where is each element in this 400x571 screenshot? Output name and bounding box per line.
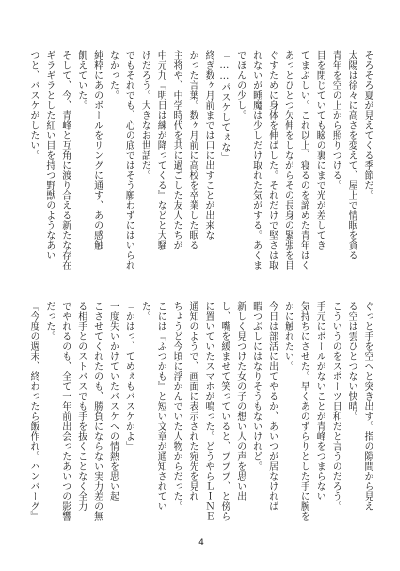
text-column: でほんの少し。 [234, 50, 246, 120]
text-column: た。 [139, 301, 151, 321]
text-column: 通知のようで、画面に表示された宛先を見れ [187, 301, 199, 501]
text-column: だった。 [43, 301, 55, 341]
text-column: 主将や、中学時代を共に過ごした友人たちが [171, 50, 183, 250]
text-column: げだろう。大きなお世話だ。 [139, 50, 151, 180]
text-column: なかった。 [107, 50, 119, 100]
text-column: 「かはっ、てめぇもバスケかよ」 [123, 301, 135, 451]
text-column: 中元九『明日は練が降ってくる』などと大騒 [155, 50, 167, 250]
text-column: 「……パスケしてぇな」 [218, 50, 230, 162]
text-column: こういうのをスポーツ日和だと言うのだろう。 [330, 301, 342, 511]
text-column: ギラギラとした紅い目を持つ野獣のようなあい [43, 50, 55, 260]
text-column: あっとひとつ欠伸をしながらその長身の緊張を目 [282, 50, 294, 270]
text-column: でやれるのも、全て一年前出会ったあいつの影響 [59, 301, 71, 521]
text-column: 青年を空の上から照りつける。 [330, 50, 342, 190]
text-column: つと、バスケがしたい。 [28, 50, 39, 160]
text-column: てまぶしい。これ以上、寝るのを諦めた青年はく [298, 50, 310, 270]
text-column: 新しく見つけた女の子の想い人の声を思い出 [234, 301, 246, 501]
text-column: に置いていたスマホが鳴った。どうやらＬＩＮＥ [202, 301, 214, 521]
text-column: 目を閉じていても瞼の裏にまで光が差してき [314, 50, 326, 250]
text-column: そして、今、青峰と互角に渡り合える新たな存在 [59, 50, 71, 270]
text-column: し、嘴を緩ませて笑っていると、ブブブ、と傍ら [218, 301, 230, 521]
text-column: ちょうど今頃に浮かんでいた人物からだった。 [171, 301, 183, 511]
upper-text-block [27, 50, 373, 270]
text-column: かに触れたい。 [282, 301, 294, 371]
text-column: 手元にボールがないことが青峰をつまらない [314, 301, 326, 501]
text-column: かった言葉。数ヶ月前に高校を卒業した眠る [187, 50, 199, 250]
text-column: 一度失いかけていたバスケへの情熱を思い起 [107, 301, 119, 501]
text-column: ぐすために身体を伸ばした。それだけで堅さは取 [266, 50, 278, 270]
text-column: 気持ちにさせた。早くあのずらりとした手に腕を [298, 301, 310, 521]
text-column: そろそろ夏が見えてくる季節だ。 [362, 50, 373, 200]
text-column: でもそれでも、心の底ではそう願わずにはいられ [123, 50, 135, 270]
text-column: ぐっと手を空へと突き出す。指の隙間から見え [362, 301, 373, 511]
text-column: 太陽は徐々に高さを変えて、屋上で情眠を貪る [346, 50, 358, 260]
text-column: 暇つぶしにはなりそうもないけれど。 [250, 301, 262, 471]
text-column: 飢えていた。 [75, 50, 87, 110]
text-column: 今日は部活に出てやるか、あいつが居なければ [266, 301, 278, 511]
text-column: る相手とのストバスでも手を抜くことなく全力 [75, 301, 87, 511]
text-column: こさせてくれたのも、勝負にならない実力差の無 [91, 301, 103, 521]
page-number: 4 [198, 538, 204, 548]
text-column: 終ぎ数ヶ月前までは口に出すことが出来な [202, 50, 214, 240]
text-column: こには『ふつかも』と短い文章が通知されてい [155, 301, 167, 511]
lower-text-block [27, 301, 373, 521]
text-column: 純粋にあのボールをリングに通す、あの感触 [91, 50, 103, 250]
text-column: 『今度の週末、終わったら飯作れ。ハンバーグ』 [28, 301, 39, 521]
text-column: れないが睡魔は少しだけ取れた気がする。あくま [250, 50, 262, 270]
text-column: る空は雲ひとつない快晴。 [346, 301, 358, 421]
